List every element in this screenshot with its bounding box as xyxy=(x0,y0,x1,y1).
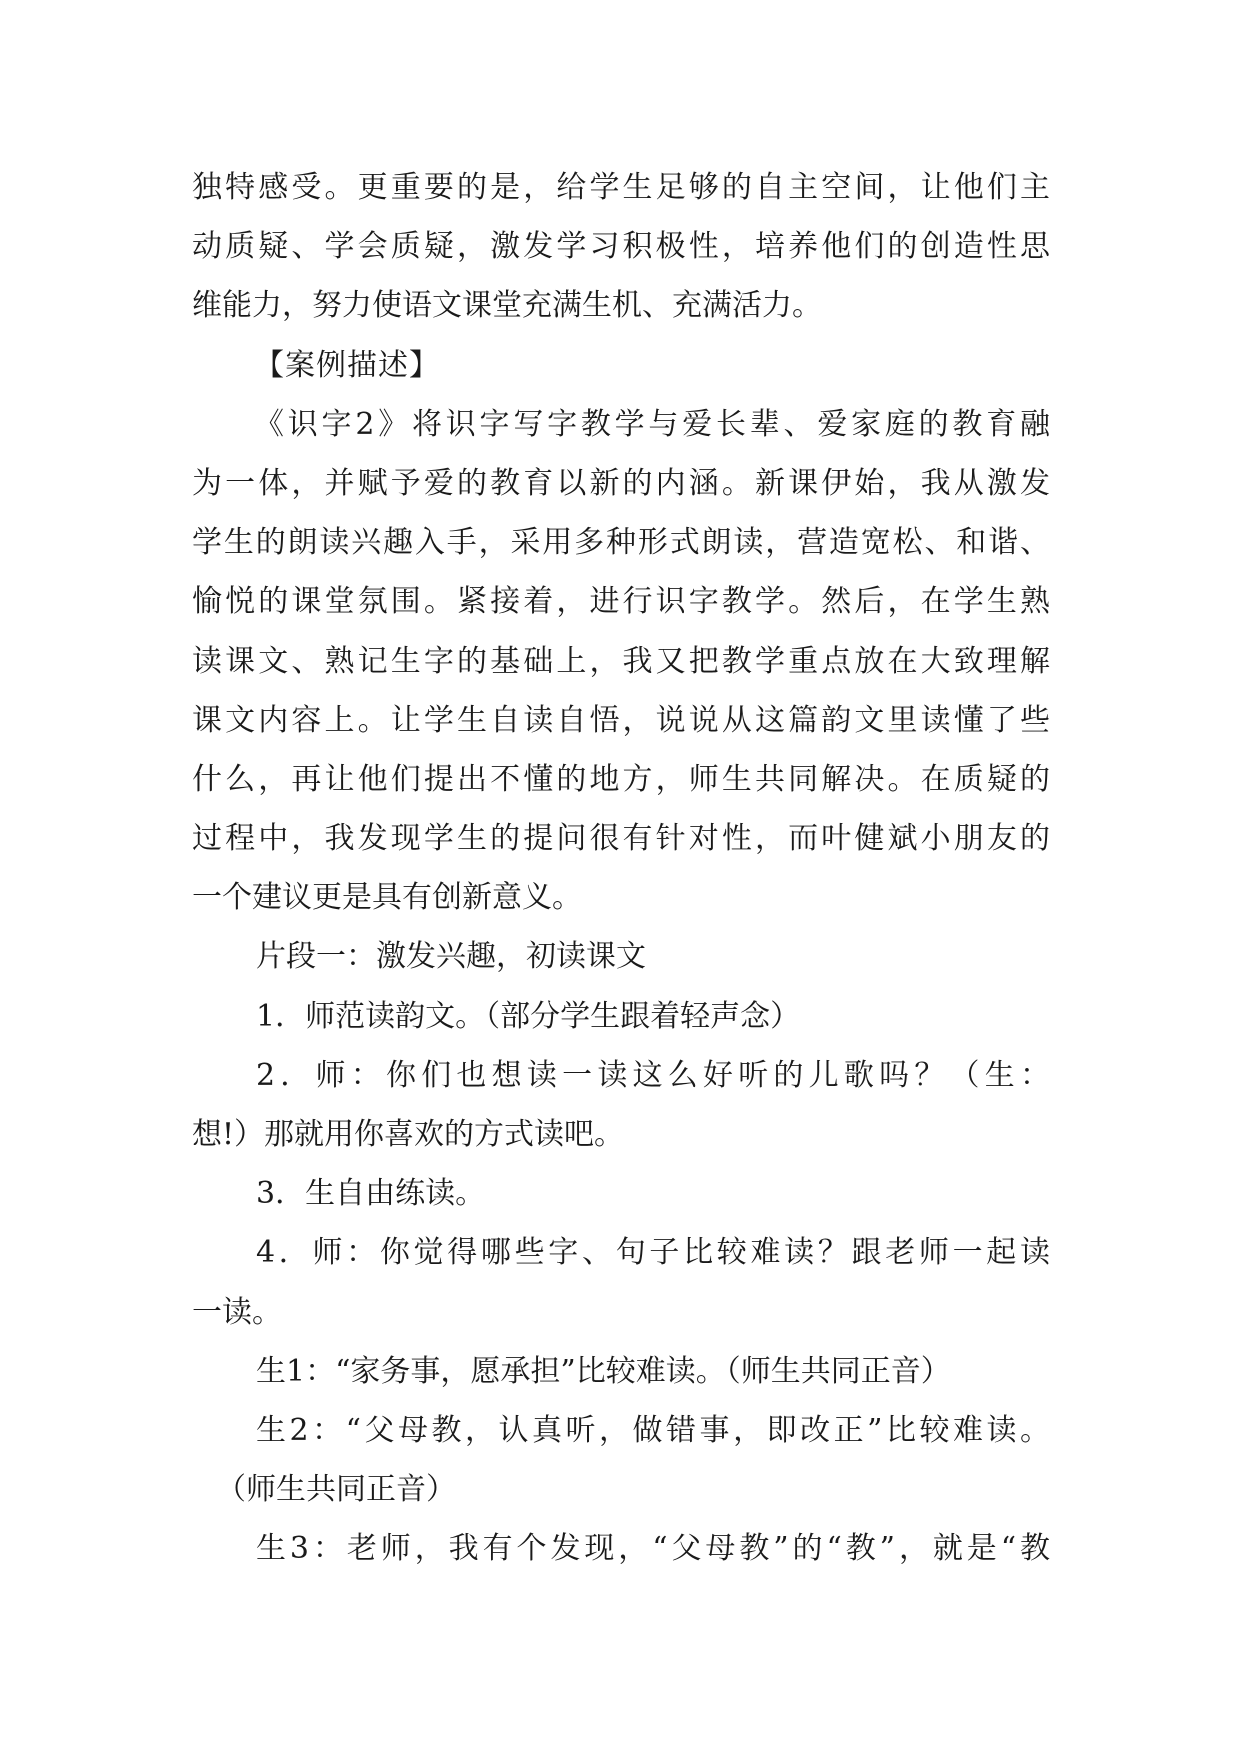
paragraph-line: 一个建议更是具有创新意义。 xyxy=(192,880,582,916)
paragraph-line: 读课文、熟记生字的基础上，我又把教学重点放在大致理解 xyxy=(192,643,1050,679)
paragraph-line: 为一体，并赋予爱的教育以新的内涵。新课伊始，我从激发 xyxy=(192,465,1050,501)
section-heading: 【案例描述】 xyxy=(254,347,440,383)
paragraph-line: 一读。 xyxy=(192,1294,282,1330)
paragraph-line: 独特感受。更重要的是，给学生足够的自主空间，让他们主 xyxy=(192,170,1050,205)
segment-heading: 片段一：激发兴趣，初读课文 xyxy=(256,939,646,975)
list-item: 2．师：你们也想读一读这么好听的儿歌吗？（生： xyxy=(256,1057,1050,1093)
paragraph-line: 学生的朗读兴趣入手，采用多种形式朗读，营造宽松、和谐、 xyxy=(192,525,1050,561)
paragraph-line: 《识字2》将识字写字教学与爱长辈、爱家庭的教育融 xyxy=(254,406,1050,442)
list-item: 1．师范读韵文。（部分学生跟着轻声念） xyxy=(256,998,801,1034)
paragraph-line: 愉悦的课堂氛围。紧接着，进行识字教学。然后，在学生熟 xyxy=(192,584,1050,620)
paragraph-line: 维能力，努力使语文课堂充满生机、充满活力。 xyxy=(192,288,822,324)
dialogue-line: 生2：“父母教，认真听，做错事，即改正”比较难读。 xyxy=(256,1412,1050,1448)
document-body xyxy=(192,158,1050,1579)
paragraph-line: 什么，再让他们提出不懂的地方，师生共同解决。在质疑的 xyxy=(192,761,1050,797)
list-item: 3．生自由练读。 xyxy=(256,1176,486,1212)
dialogue-line: 生3：老师，我有个发现，“父母教”的“教”，就是“教 xyxy=(256,1531,1050,1567)
list-item: 4．师：你觉得哪些字、句子比较难读？跟老师一起读 xyxy=(256,1235,1050,1271)
paragraph-line: 过程中，我发现学生的提问很有针对性，而叶健斌小朋友的 xyxy=(192,821,1050,857)
dialogue-line: 生1：“家务事，愿承担”比较难读。（师生共同正音） xyxy=(256,1353,951,1389)
paragraph-line: （师生共同正音） xyxy=(216,1472,456,1508)
paragraph-line: 动质疑、学会质疑，激发学习积极性，培养他们的创造性思 xyxy=(192,229,1050,265)
paragraph-line: 课文内容上。让学生自读自悟，说说从这篇韵文里读懂了些 xyxy=(192,702,1050,738)
paragraph-line: 想!）那就用你喜欢的方式读吧。 xyxy=(192,1117,625,1152)
